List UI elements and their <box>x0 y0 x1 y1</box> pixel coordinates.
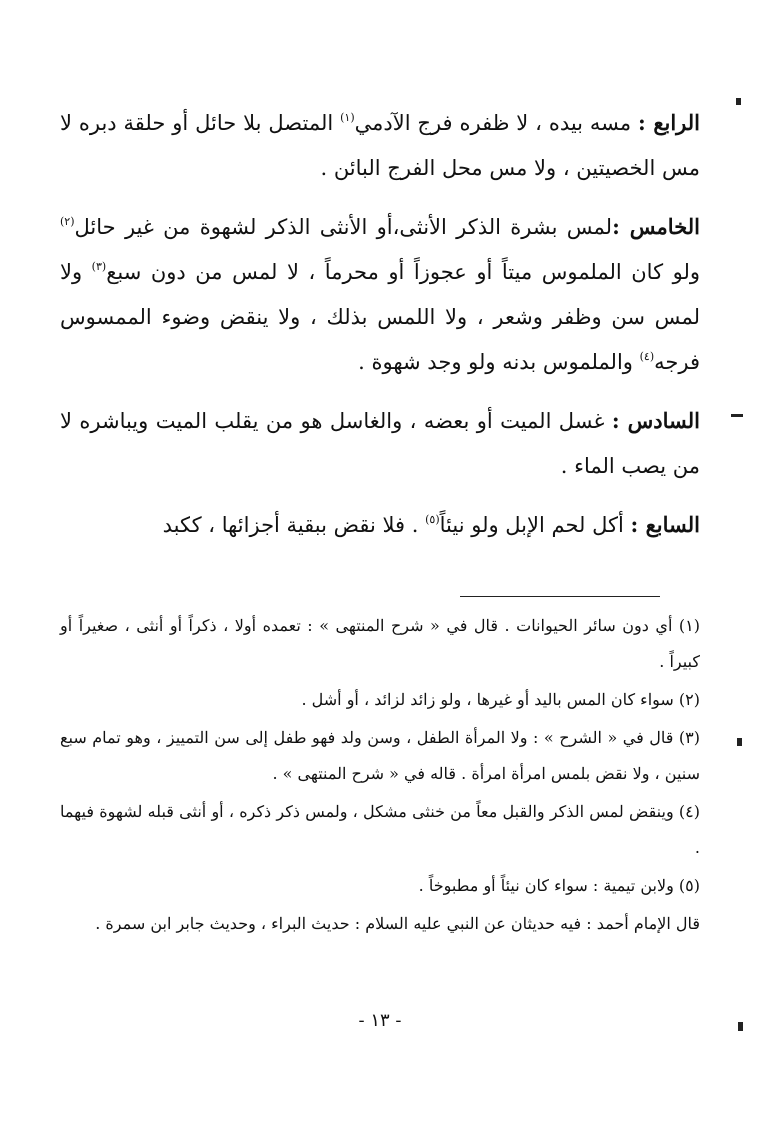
scan-mark <box>731 414 743 417</box>
page-number: - ١٣ - <box>358 1010 402 1031</box>
footnotes <box>60 608 700 944</box>
footnote-marker[interactable]: (١) <box>340 111 355 124</box>
scan-mark <box>737 738 742 746</box>
paragraph-text: ولا لمس سن وظفر وشعر ، ولا اللمس بذلك ، ولا ينقض وضوء الممسوس فرجه <box>60 260 700 374</box>
main-text <box>60 100 700 561</box>
footnote-divider <box>460 596 660 597</box>
footnote: قال الإمام أحمد : فيه حديثان عن النبي عليه السلام : حديث البراء ، وحديث جابر ابن سمرة . <box>95 914 700 933</box>
paragraph-text: . فلا نقض ببقية أجزائها ، ككبد <box>162 513 426 537</box>
paragraph-sixth <box>60 398 700 489</box>
footnote-marker[interactable]: (٢) <box>60 215 75 228</box>
paragraph-text: مسه بيده ، لا ظفره فرج الآدمي <box>354 111 639 135</box>
footnote-marker[interactable]: (٣) <box>91 260 107 273</box>
paragraph-lead: السابع : <box>630 512 700 537</box>
footnote-marker[interactable]: (٥) <box>425 513 440 526</box>
paragraph-text: غسل الميت أو بعضه ، والغاسل هو من يقلب الميت ويباشره لا من يصب الماء . <box>60 409 700 478</box>
paragraph-lead: الخامس : <box>612 214 700 239</box>
paragraph-lead: السادس : <box>611 408 700 433</box>
footnote-marker[interactable]: (٤) <box>639 350 655 363</box>
paragraph-lead: الرابع : <box>638 110 700 135</box>
paragraph-text: ولو كان الملموس ميتاً أو عجوزاً أو محرماً ، لا لمس من دون سبع <box>106 260 700 284</box>
footnote: (٣) قال في « الشرح » : ولا المرأة الطفل ، وسن ولد فهو طفل إلى سن التمييز ، وهو تمام سبع سنين ، ولا نقض بلمس امرأة امرأة . قاله في « شرح المنتهى » . <box>60 728 700 783</box>
scan-mark <box>738 1022 743 1031</box>
paragraph-text: لمس بشرة الذكر الأنثى،أو الأنثى الذكر لشهوة من غير حائل <box>74 215 613 239</box>
paragraph-text: أكل لحم الإبل ولو نيئاً <box>439 513 631 537</box>
paragraph-text: المتصل بلا حائل أو حلقة دبره لا مس الخصيتين ، ولا مس محل الفرج البائن . <box>60 111 700 180</box>
footnote: (١) أي دون سائر الحيوانات . قال في « شرح المنتهى » : تعمده أولا ، ذكراً أو أنثى ، صغيراً أو كبيراً . <box>60 616 700 671</box>
footnote: (٤) وينقض لمس الذكر والقبل معاً من خنثى مشكل ، ولمس ذكر ذكره ، أو أنثى قبله لشهوة فيهما . <box>60 802 700 857</box>
scan-mark <box>736 98 741 105</box>
paragraph-text: والملموس بدنه ولو وجد شهوة . <box>358 350 640 374</box>
paragraph-fifth <box>60 204 700 385</box>
footnote: (٥) ولابن تيمية : سواء كان نيئاً أو مطبوخاً . <box>418 876 700 895</box>
paragraph-seventh <box>60 502 700 548</box>
footnote: (٢) سواء كان المس باليد أو غيرها ، ولو زائد لزائد ، أو أشل . <box>301 690 700 709</box>
paragraph-fourth <box>60 100 700 191</box>
